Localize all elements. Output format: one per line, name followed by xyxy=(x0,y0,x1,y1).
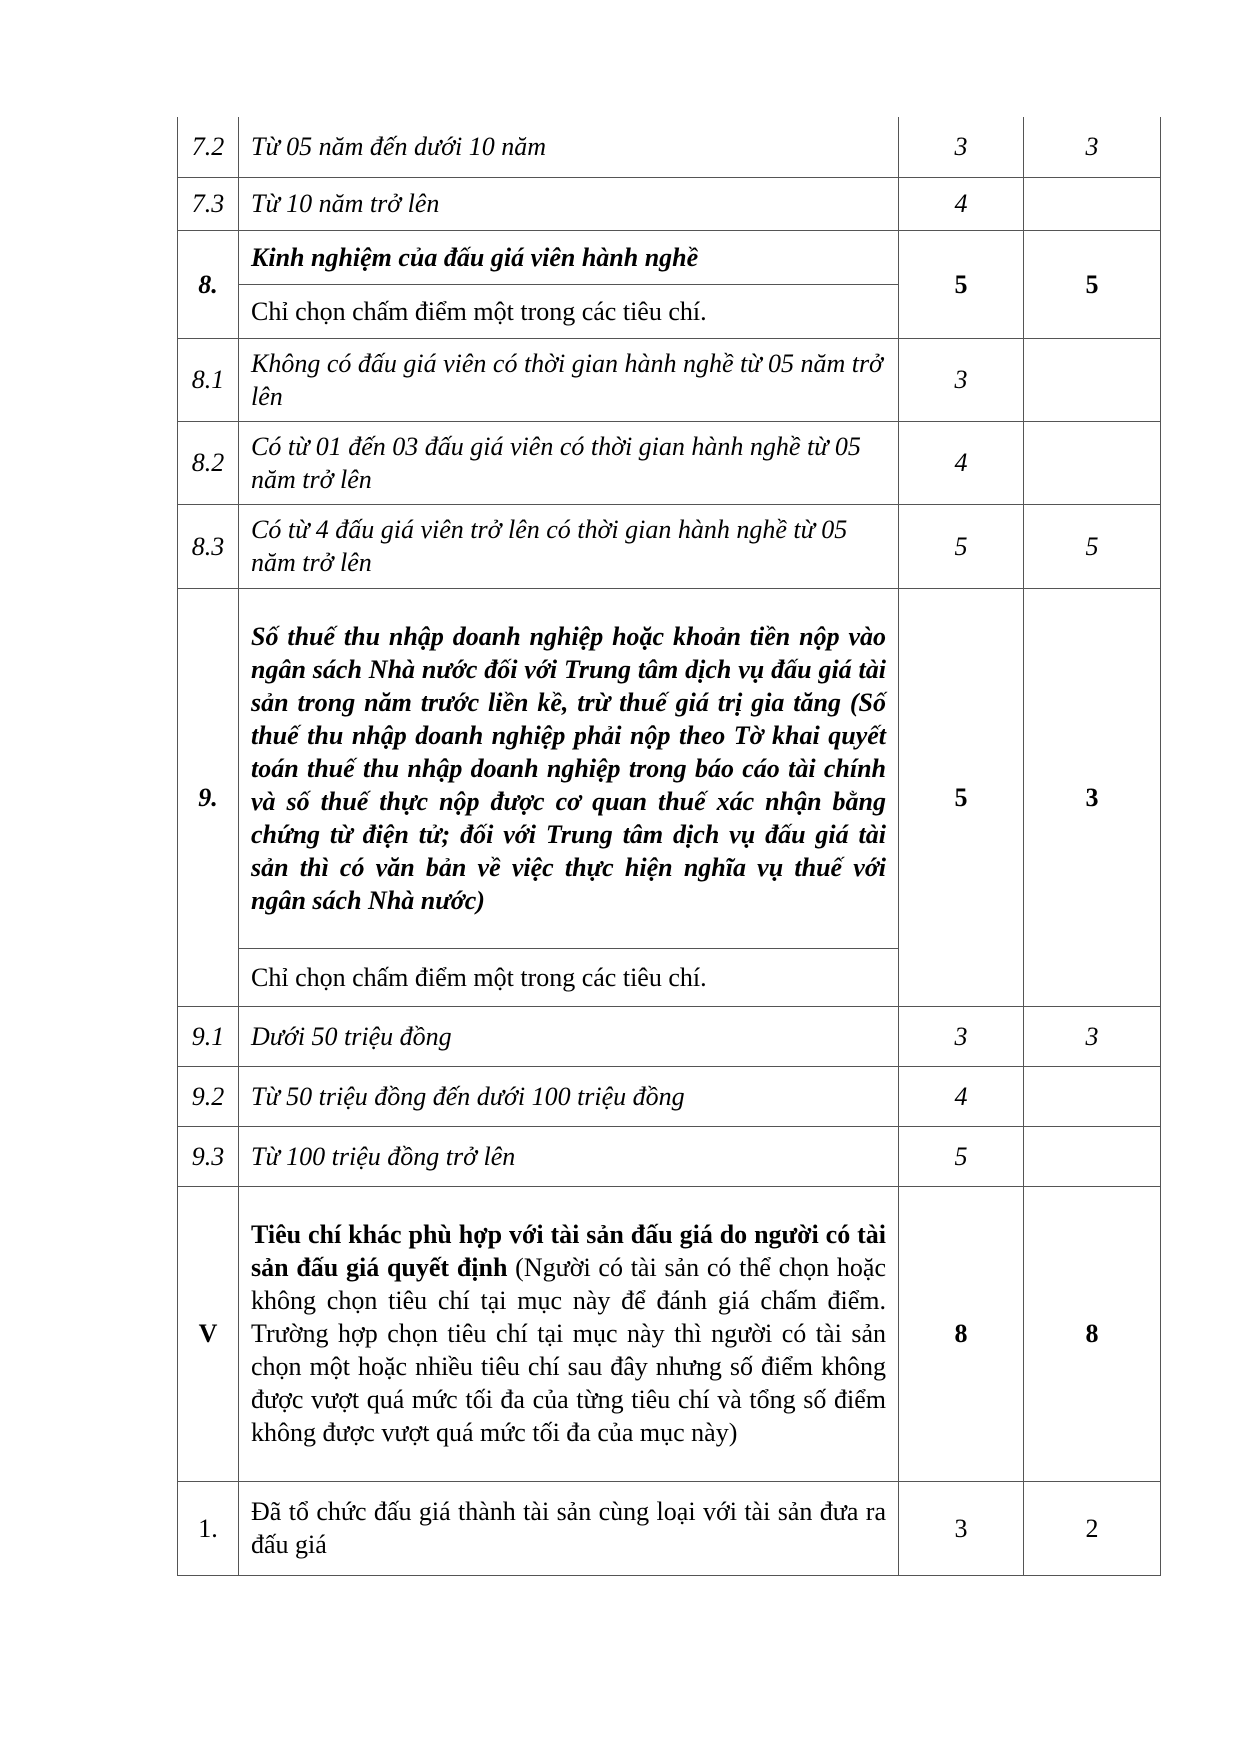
criterion-text: Có từ 4 đấu giá viên trở lên có thời gian hành nghề từ 05 năm trở lên xyxy=(239,504,899,588)
row-index: 8. xyxy=(178,230,239,338)
table-row xyxy=(178,1066,1161,1126)
max-points: 4 xyxy=(899,177,1024,230)
row-index: 9.1 xyxy=(178,1006,239,1066)
awarded-points xyxy=(1024,1066,1161,1126)
max-points: 3 xyxy=(899,1006,1024,1066)
row-index: 8.2 xyxy=(178,421,239,504)
criterion-title: Kinh nghiệm của đấu giá viên hành nghề xyxy=(239,230,899,284)
row-index: 7.3 xyxy=(178,177,239,230)
max-points: 3 xyxy=(899,1481,1024,1575)
table-row xyxy=(178,117,1161,177)
awarded-points: 3 xyxy=(1024,588,1161,1006)
row-index: 1. xyxy=(178,1481,239,1575)
max-points: 5 xyxy=(899,1126,1024,1186)
table-row xyxy=(178,1006,1161,1066)
criterion-title: Tiêu chí khác phù hợp với tài sản đấu giá do người có tài sản đấu giá quyết định xyxy=(251,1220,886,1282)
awarded-points: 2 xyxy=(1024,1481,1161,1575)
awarded-points: 5 xyxy=(1024,504,1161,588)
criterion-note: Chỉ chọn chấm điểm một trong các tiêu chí. xyxy=(239,948,899,1006)
max-points: 4 xyxy=(899,421,1024,504)
row-index: 8.3 xyxy=(178,504,239,588)
criterion-text xyxy=(239,1186,899,1481)
criterion-text: Từ 100 triệu đồng trở lên xyxy=(239,1126,899,1186)
table-row xyxy=(178,1481,1161,1575)
table-row xyxy=(178,177,1161,230)
awarded-points: 8 xyxy=(1024,1186,1161,1481)
max-points: 5 xyxy=(899,504,1024,588)
table-row xyxy=(178,421,1161,504)
max-points: 5 xyxy=(899,588,1024,1006)
awarded-points: 5 xyxy=(1024,230,1161,338)
max-points: 3 xyxy=(899,338,1024,421)
criterion-text: Từ 50 triệu đồng đến dưới 100 triệu đồng xyxy=(239,1066,899,1126)
criterion-text: Đã tổ chức đấu giá thành tài sản cùng loại với tài sản đưa ra đấu giá xyxy=(239,1481,899,1575)
criterion-note: Chỉ chọn chấm điểm một trong các tiêu chí. xyxy=(239,284,899,338)
table-row xyxy=(178,1126,1161,1186)
row-index: 7.2 xyxy=(178,117,239,177)
table-row xyxy=(178,338,1161,421)
awarded-points: 3 xyxy=(1024,1006,1161,1066)
criterion-text: Từ 10 năm trở lên xyxy=(239,177,899,230)
awarded-points xyxy=(1024,421,1161,504)
criterion-text: Dưới 50 triệu đồng xyxy=(239,1006,899,1066)
criterion-description: (Người có tài sản có thể chọn hoặc không chọn tiêu chí tại mục này để đánh giá chấm điểm. Trường hợp chọn tiêu chí tại mục này thì người có tài sản chọn một hoặc nhiều tiêu chí sau đây nhưng số điểm không được vượt quá mức tối đa của từng tiêu chí và tổng số điểm không được vượt quá mức tối đa của mục này) xyxy=(251,1253,887,1447)
max-points: 3 xyxy=(899,117,1024,177)
table-row xyxy=(178,504,1161,588)
max-points: 4 xyxy=(899,1066,1024,1126)
awarded-points xyxy=(1024,177,1161,230)
row-index: 8.1 xyxy=(178,338,239,421)
row-index: V xyxy=(178,1186,239,1481)
criterion-text: Không có đấu giá viên có thời gian hành nghề từ 05 năm trở lên xyxy=(239,338,899,421)
max-points: 5 xyxy=(899,230,1024,338)
table-row xyxy=(178,1186,1161,1481)
table-row xyxy=(178,588,1161,948)
max-points: 8 xyxy=(899,1186,1024,1481)
row-index: 9.2 xyxy=(178,1066,239,1126)
row-index: 9. xyxy=(178,588,239,1006)
criterion-title: Số thuế thu nhập doanh nghiệp hoặc khoản tiền nộp vào ngân sách Nhà nước đối với Trung tâm dịch vụ đấu giá tài sản trong năm trước liền kề, trừ thuế giá trị gia tăng (Số thuế thu nhập doanh nghiệp phải nộp theo Tờ khai quyết toán thuế thu nhập doanh nghiệp trong báo cáo tài chính và số thuế thực nộp được cơ quan thuế xác nhận bằng chứng từ điện tử; đối với Trung tâm dịch vụ đấu giá tài sản thì có văn bản về việc thực hiện nghĩa vụ thuế với ngân sách Nhà nước) xyxy=(239,588,899,948)
criterion-text: Từ 05 năm đến dưới 10 năm xyxy=(239,117,899,177)
table-row xyxy=(178,230,1161,284)
awarded-points xyxy=(1024,338,1161,421)
awarded-points: 3 xyxy=(1024,117,1161,177)
criterion-text: Có từ 01 đến 03 đấu giá viên có thời gian hành nghề từ 05 năm trở lên xyxy=(239,421,899,504)
row-index: 9.3 xyxy=(178,1126,239,1186)
awarded-points xyxy=(1024,1126,1161,1186)
criteria-table xyxy=(177,117,1161,1576)
